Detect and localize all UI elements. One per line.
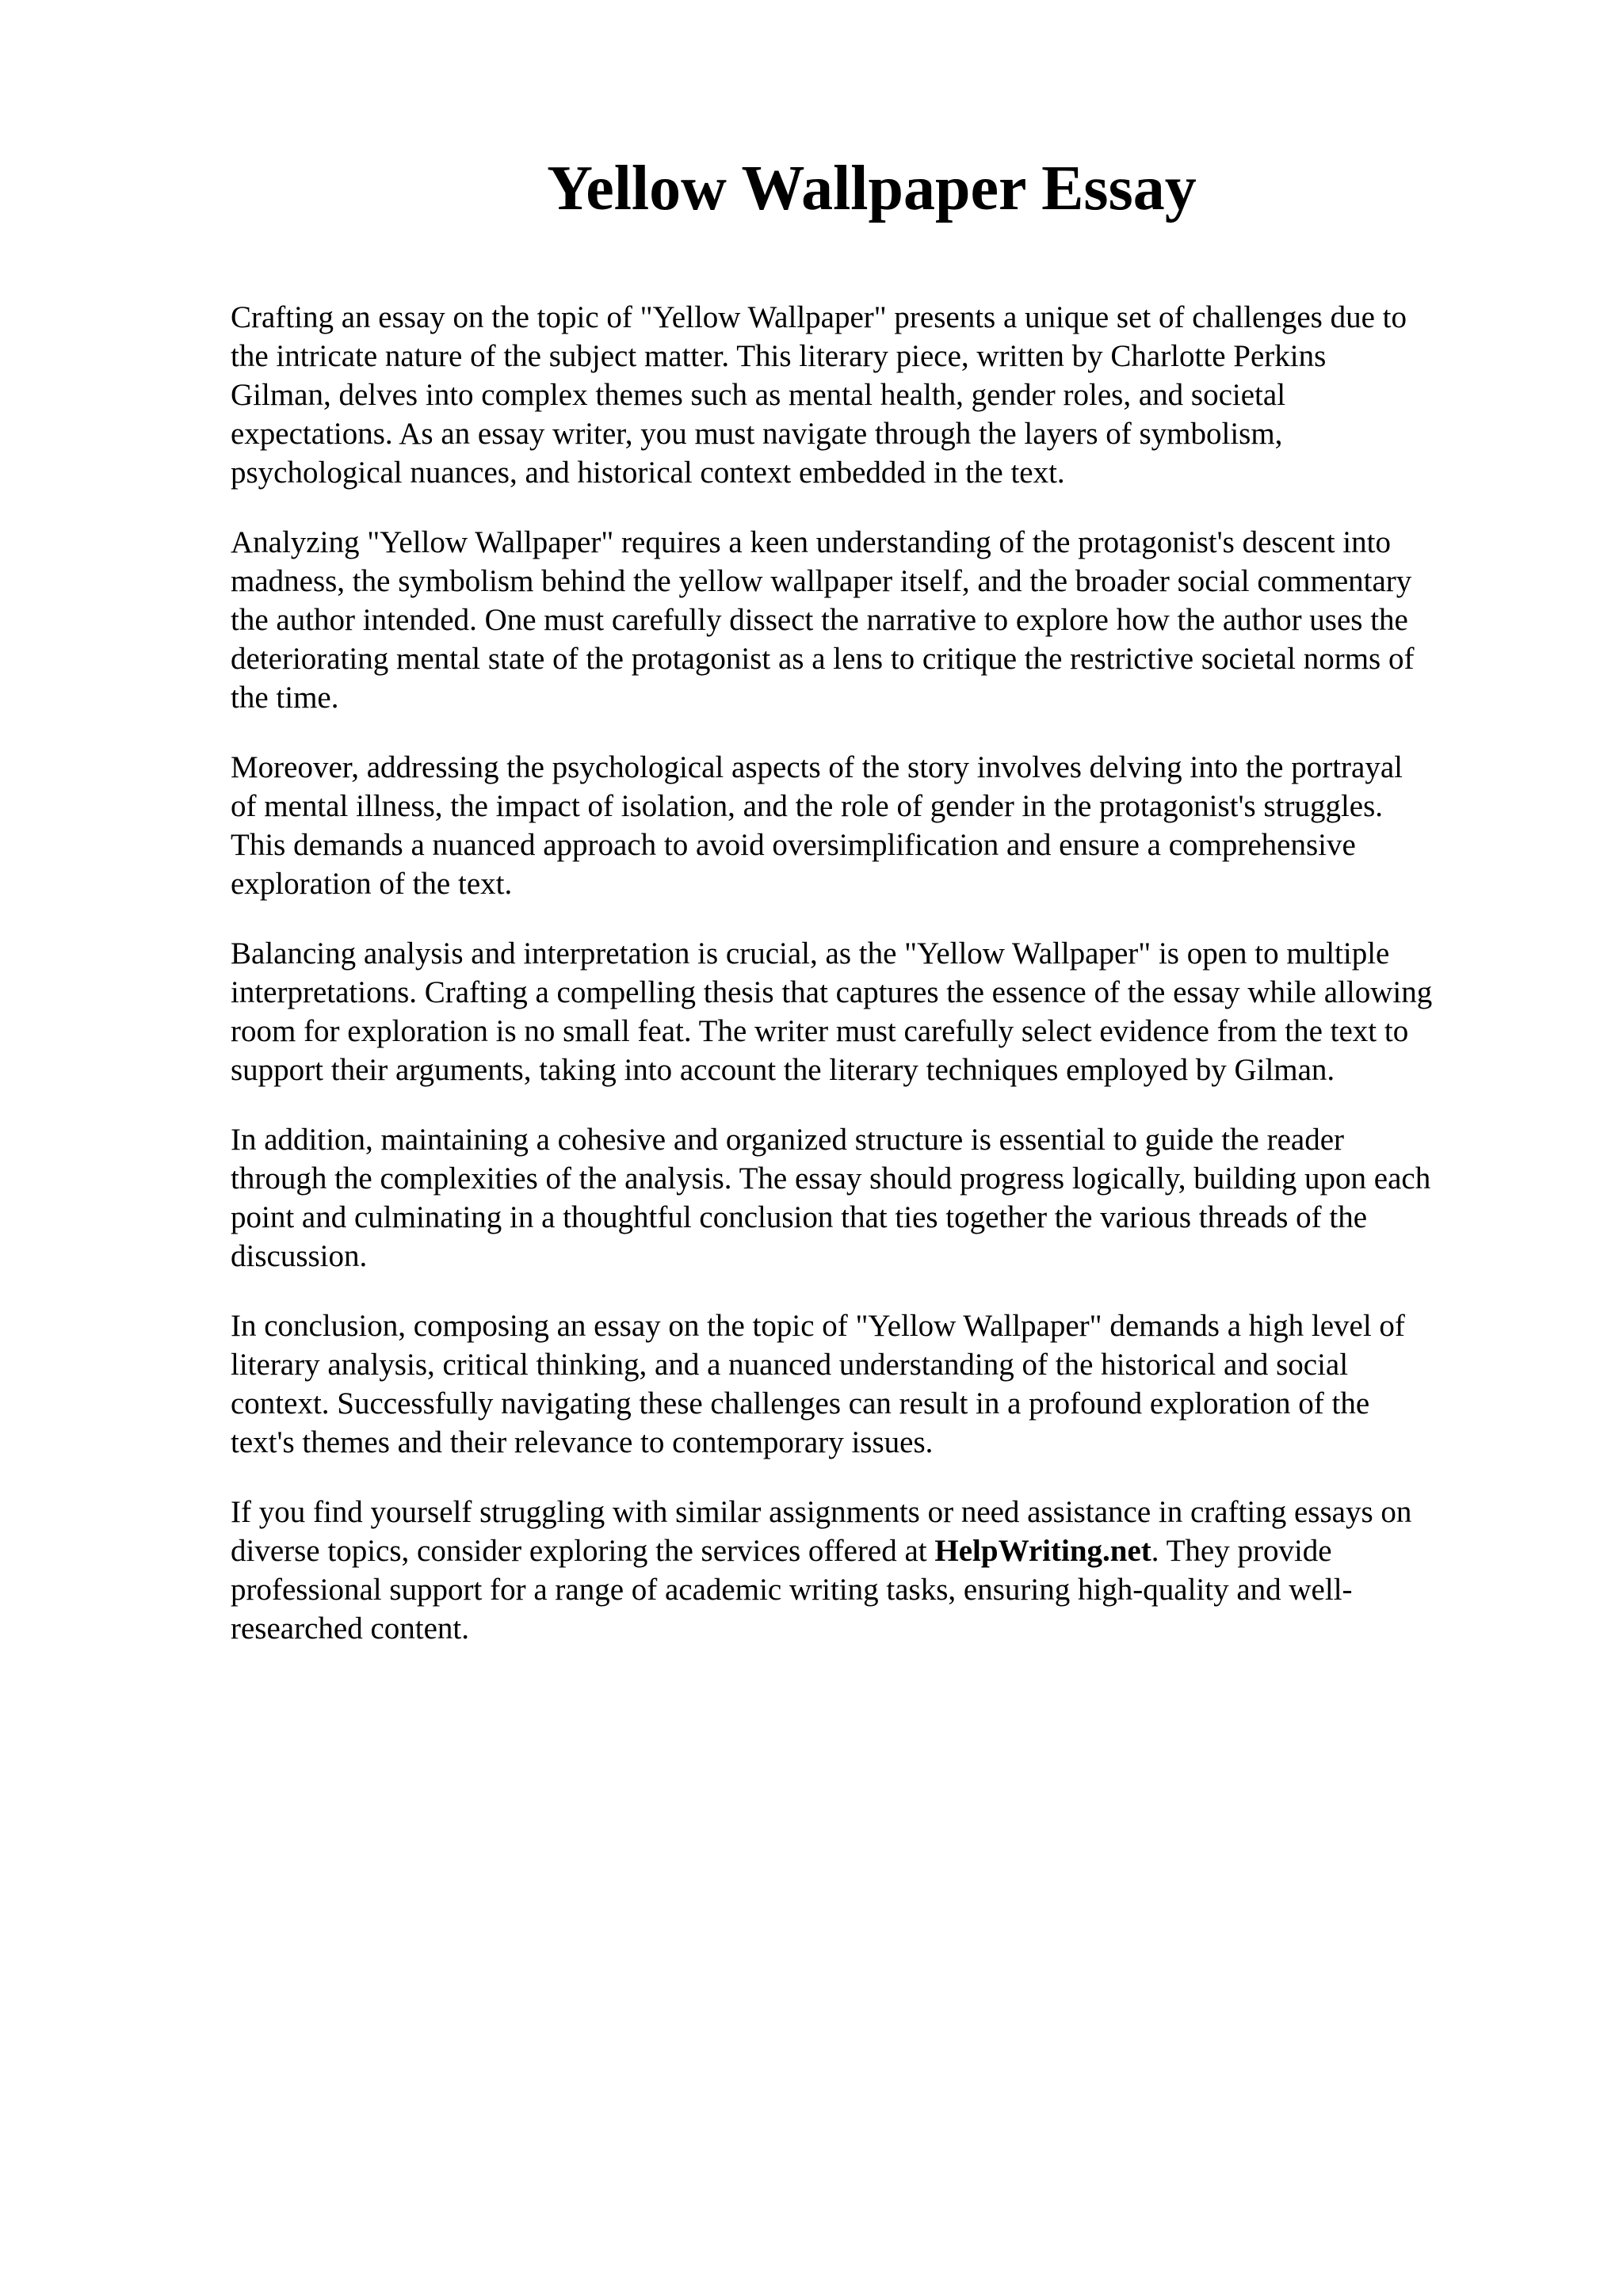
closing-paragraph [231, 1493, 1546, 1648]
paragraph-line: point and culminating in a thoughtful conclusion that ties together the various threads of the [231, 1200, 1368, 1234]
paragraph-line: In conclusion, composing an essay on the topic of "Yellow Wallpaper" demands a high level of [231, 1309, 1405, 1343]
paragraph-2 [231, 523, 1546, 717]
paragraph-line: Gilman, delves into complex themes such as mental health, gender roles, and societal [231, 378, 1286, 412]
paragraph-line: of mental illness, the impact of isolation, and the role of gender in the protagonist's struggles. [231, 789, 1384, 823]
paragraph-line: This demands a nuanced approach to avoid oversimplification and ensure a comprehensive [231, 828, 1356, 862]
paragraph-line [231, 1531, 1546, 1570]
closing-text-after-link: . They provide [1151, 1534, 1332, 1568]
paragraph-5 [231, 1120, 1546, 1276]
paragraph-line: interpretations. Crafting a compelling thesis that captures the essence of the essay while allowing [231, 975, 1433, 1009]
paragraph-line: literary analysis, critical thinking, and a nuanced understanding of the historical and social [231, 1348, 1349, 1382]
paragraph-line: professional support for a range of academic writing tasks, ensuring high-quality and well- [231, 1573, 1353, 1607]
paragraph-line: support their arguments, taking into account the literary techniques employed by Gilman. [231, 1053, 1335, 1087]
paragraph-line: If you find yourself struggling with similar assignments or need assistance in crafting essays on [231, 1495, 1412, 1529]
paragraph-line: the author intended. One must carefully dissect the narrative to explore how the author uses the [231, 603, 1408, 637]
paragraph-line: Balancing analysis and interpretation is crucial, as the "Yellow Wallpaper" is open to multiple [231, 936, 1390, 971]
closing-text-before-link: diverse topics, consider exploring the services offered at [231, 1534, 935, 1568]
paragraph-line: exploration of the text. [231, 867, 513, 901]
paragraph-line: madness, the symbolism behind the yellow wallpaper itself, and the broader social commentary [231, 564, 1412, 598]
paragraph-line: psychological nuances, and historical context embedded in the text. [231, 456, 1065, 490]
paragraph-line: expectations. As an essay writer, you must navigate through the layers of symbolism, [231, 417, 1283, 451]
paragraph-line: the intricate nature of the subject matter. This literary piece, written by Charlotte Perkins [231, 339, 1327, 373]
paragraph-1 [231, 298, 1546, 492]
paragraph-line: discussion. [231, 1239, 368, 1273]
paragraph-line: context. Successfully navigating these challenges can result in a profound exploration of the [231, 1386, 1370, 1421]
paragraph-line: In addition, maintaining a cohesive and organized structure is essential to guide the reader [231, 1123, 1344, 1157]
paragraph-line: text's themes and their relevance to contemporary issues. [231, 1425, 934, 1459]
paragraph-4 [231, 934, 1546, 1089]
paragraph-3 [231, 748, 1546, 903]
paragraph-line: room for exploration is no small feat. The writer must carefully select evidence from the text to [231, 1014, 1409, 1048]
helpwriting-link[interactable]: HelpWriting.net [934, 1534, 1151, 1568]
paragraph-line: Moreover, addressing the psychological aspects of the story involves delving into the portrayal [231, 750, 1403, 784]
paragraph-line: the time. [231, 681, 339, 715]
paragraph-line: Crafting an essay on the topic of "Yellow Wallpaper" presents a unique set of challenges due to [231, 300, 1407, 334]
paragraph-line: through the complexities of the analysis. The essay should progress logically, building upon each [231, 1161, 1431, 1196]
paragraph-line: deteriorating mental state of the protagonist as a lens to critique the restrictive societal norms of [231, 642, 1415, 676]
paragraph-6 [231, 1306, 1546, 1462]
document-body [231, 298, 1546, 1679]
paragraph-line: researched content. [231, 1611, 469, 1646]
document-title: Yellow Wallpaper Essay [547, 154, 1197, 223]
paragraph-line: Analyzing "Yellow Wallpaper" requires a keen understanding of the protagonist's descent into [231, 525, 1391, 559]
